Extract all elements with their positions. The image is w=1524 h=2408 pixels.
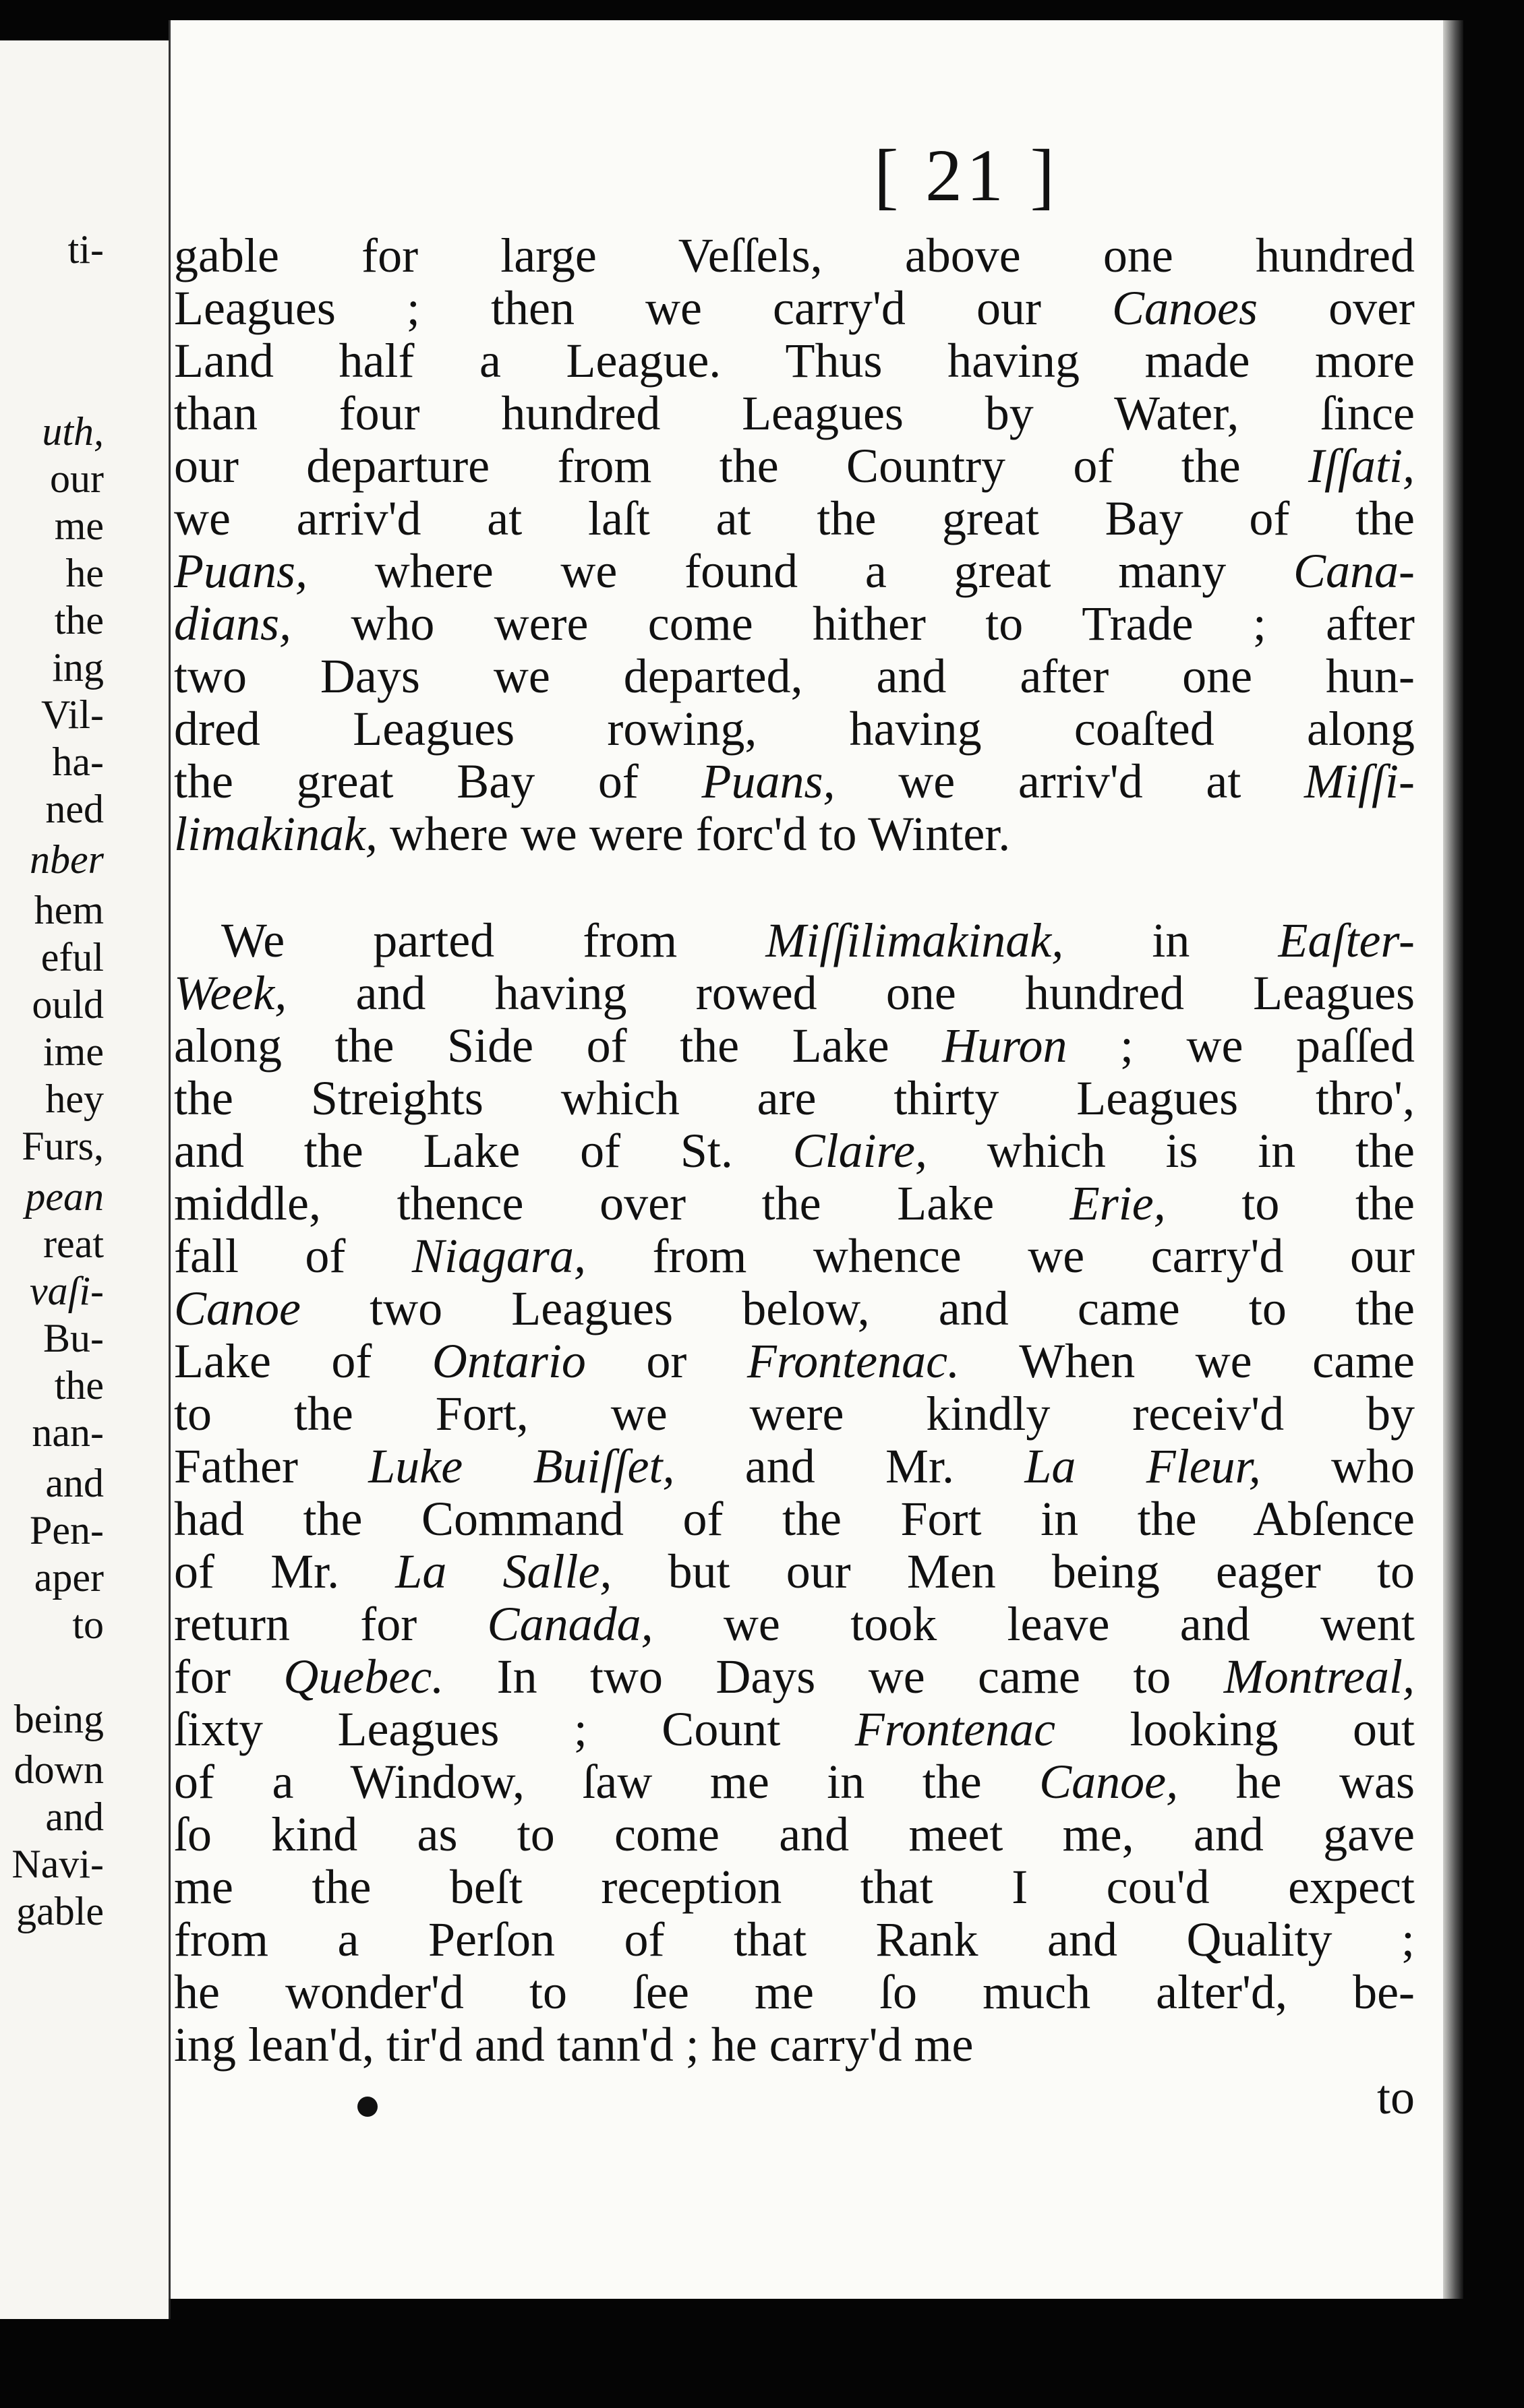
paragraph-gap [174,860,1415,914]
roman-text: where we found a great many [307,544,1293,598]
text-line [174,1650,1415,1703]
italic-text: Week, [174,966,287,1020]
left-page-fragment: he [65,551,104,595]
text-line [174,808,1415,860]
left-page-fragment: down [13,1747,104,1792]
roman-text: and Mr. [674,1439,1025,1493]
roman-text: along the Side of the Lake [174,1019,943,1073]
roman-text: dred Leagues rowing, having coaſted along [174,702,1415,756]
roman-text: gable for large Veſſels, above one hundred [174,229,1415,282]
left-facing-page [0,40,171,2319]
roman-text: he wonder'd to ſee me ſo much alter'd, be- [174,1965,1415,2019]
roman-text: ſixty Leagues ; Count [174,1702,855,1756]
left-page-fragment: hey [45,1077,104,1121]
roman-text: of a Window, ſaw me in the [174,1755,1040,1809]
text-line [174,1493,1415,1545]
text-line [174,1598,1415,1650]
italic-text: Puans, [174,544,307,598]
italic-text: Frontenac [854,1702,1056,1756]
left-page-fragment: and [45,1461,104,1505]
text-line [174,1335,1415,1387]
italic-text: Huron [942,1019,1067,1073]
roman-text: the great Bay of [174,754,702,808]
italic-text: Canoes [1112,281,1258,335]
left-page-fragment: hem [34,888,104,932]
italic-text: Canoe, [1039,1755,1179,1809]
roman-text: Father [174,1439,369,1493]
text-line [174,1861,1415,1913]
catchword: to [1376,2070,1415,2124]
left-page-fragment: ing [52,645,104,690]
left-page-fragment: uth, [42,409,104,454]
roman-text: two Days we departed, and after one hun- [174,649,1415,703]
left-page-fragment: the [54,1363,104,1408]
page-body-text [174,229,1415,2124]
italic-text: Canada, [487,1597,653,1651]
roman-text: me the beſt reception that I cou'd expect [174,1860,1415,1914]
left-page-fragment: aper [34,1555,104,1600]
page-number: [ 21 ] [873,134,1059,216]
roman-text: over [1258,281,1415,335]
text-line [174,545,1415,597]
italic-text: Puans, [701,754,836,808]
roman-text: but our Men being eager to [612,1544,1415,1598]
text-line [174,229,1415,282]
roman-text: or [585,1334,747,1388]
roman-text: fall of [174,1229,412,1283]
left-page-fragment: eful [40,935,104,980]
roman-text: Leagues ; then we carry'd our [174,281,1112,335]
italic-text: La Salle, [395,1544,612,1598]
roman-text: of Mr. [174,1544,396,1598]
text-line [174,967,1415,1019]
left-page-fragment: ti- [67,227,104,272]
italic-text: Cana- [1293,544,1415,598]
left-page-fragment: nber [30,837,104,882]
italic-text: La Fleur, [1024,1439,1261,1493]
italic-text: Iſſati, [1308,439,1415,493]
roman-text: for [174,1650,284,1704]
text-line [174,1177,1415,1230]
left-page-fragment: nan- [32,1410,104,1455]
italic-text: Niagara, [411,1229,586,1283]
roman-text: the Streights which are thirty Leagues thro', [174,1071,1415,1125]
text-line [174,702,1415,755]
text-line [174,755,1415,808]
text-line [174,1282,1415,1335]
left-page-fragment: ned [45,787,104,831]
italic-text: Erie, [1069,1176,1166,1230]
left-page-fragment: vaſi- [30,1269,104,1313]
left-page-fragment: me [54,504,104,548]
italic-text: Quebec. [283,1650,444,1704]
text-line [174,2018,1415,2071]
left-page-fragment: to [72,1602,104,1647]
left-page-fragment: gable [16,1889,104,1933]
roman-text: We parted from [221,913,766,967]
roman-text: ; we paſſed [1067,1019,1415,1073]
roman-text: had the Command of the Fort in the Abſence [174,1492,1415,1546]
ink-blot-mark [357,2097,378,2117]
roman-text: and having rowed one hundred Leagues [287,966,1415,1020]
left-page-fragment: Bu- [43,1316,104,1360]
roman-text: to the [1165,1176,1415,1230]
roman-text: than four hundred Leagues by Water, ſince [174,386,1415,440]
text-line [174,282,1415,334]
roman-text: who were come hither to Trade ; after [291,597,1415,651]
text-line [174,1440,1415,1493]
roman-text: middle, thence over the Lake [174,1176,1070,1230]
text-line [174,1755,1415,1808]
roman-text: from a Perſon of that Rank and Quality ; [174,1913,1415,1966]
text-line [174,334,1415,387]
left-page-fragment: pean [25,1174,104,1219]
roman-text: and the Lake of St. [174,1124,793,1178]
text-line [174,1808,1415,1861]
left-page-fragment: the [54,598,104,642]
text-line [174,914,1415,967]
text-line [174,1703,1415,1755]
roman-text: which is in the [927,1124,1415,1178]
roman-text: we took leave and went [653,1597,1415,1651]
roman-text: from whence we carry'd our [585,1229,1415,1283]
text-line [174,1124,1415,1177]
text-line [174,1230,1415,1282]
italic-text: Canoe [174,1282,301,1335]
text-line [174,1545,1415,1598]
roman-text: In two Days we came to [444,1650,1224,1704]
text-line [174,492,1415,545]
roman-text: in [1063,913,1279,967]
paragraph [174,914,1415,2071]
roman-text: When we came [960,1334,1415,1388]
roman-text: looking out [1055,1702,1415,1756]
text-line [174,440,1415,492]
roman-text: who [1260,1439,1415,1493]
left-page-fragment: our [50,456,104,501]
text-line [174,1387,1415,1440]
text-line [174,597,1415,650]
roman-text: return for [174,1597,488,1651]
left-page-fragment: being [13,1697,104,1741]
text-line [174,1913,1415,1966]
left-page-fragment: reat [43,1222,104,1266]
paragraph [174,229,1415,860]
left-page-fragment: Furs, [22,1124,104,1168]
roman-text: we arriv'd at laſt at the great Bay of the [174,491,1415,545]
italic-text: limakinak, [174,807,378,861]
italic-text: Ontario [432,1334,586,1388]
text-line [174,387,1415,440]
roman-text: to the Fort, we were kindly receiv'd by [174,1387,1415,1441]
italic-text: Claire, [792,1124,927,1178]
left-page-fragment: ha- [52,740,104,784]
roman-text: ing lean'd, tir'd and tann'd ; he carry'd me [174,2018,974,2072]
roman-text: we arriv'd at [835,754,1305,808]
roman-text: where we were forc'd to Winter. [377,807,1011,861]
italic-text: Montreal, [1223,1650,1415,1704]
italic-text: dians, [174,597,292,651]
text-line [174,1019,1415,1072]
roman-text: Land half a League. Thus having made more [174,334,1415,388]
text-line [174,650,1415,702]
italic-text: Luke Buiſſet, [368,1439,675,1493]
roman-text: Lake of [174,1334,432,1388]
roman-text: ſo kind as to come and meet me, and gave [174,1807,1415,1861]
text-line [174,1072,1415,1124]
left-page-fragment: Pen- [30,1508,104,1553]
italic-text: Frontenac. [746,1334,960,1388]
roman-text: our departure from the Country of the [174,439,1308,493]
text-line [174,1966,1415,2018]
left-page-fragment: and [45,1795,104,1839]
left-page-fragment: Vil- [40,692,104,737]
left-page-fragment: ime [43,1029,104,1074]
page-edge-shadow [1443,20,1463,2299]
roman-text: two Leagues below, and came to the [300,1282,1415,1335]
roman-text: he was [1178,1755,1415,1809]
italic-text: Miſſi- [1304,754,1415,808]
italic-text: Eaſter- [1278,913,1415,967]
left-page-fragment: Navi- [11,1842,104,1886]
left-page-fragment: ould [32,982,104,1027]
italic-text: Miſſilimakinak, [765,913,1064,967]
